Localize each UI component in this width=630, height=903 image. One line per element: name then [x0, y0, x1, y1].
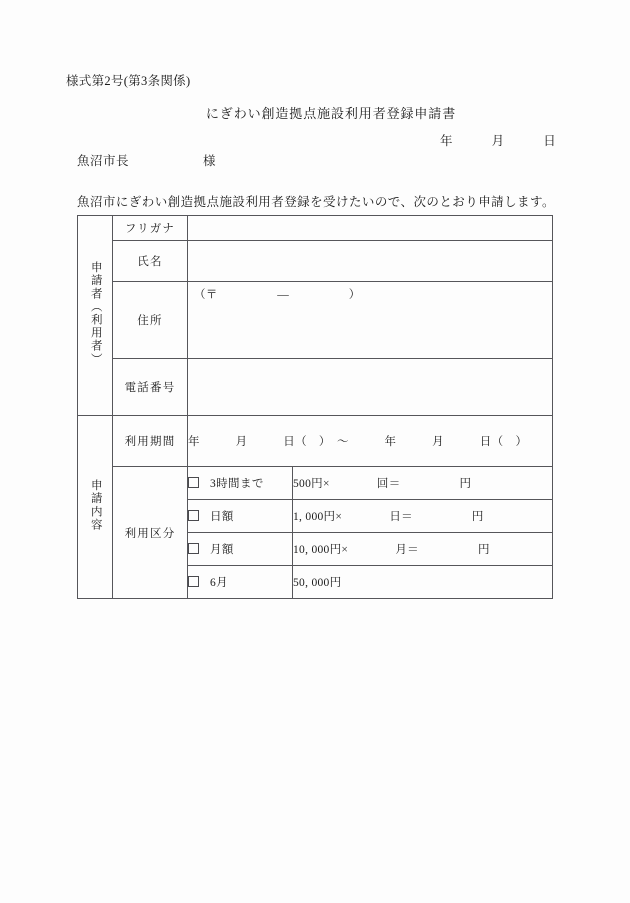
unchecked-checkbox-icon[interactable]: [188, 477, 199, 488]
usage-option-1[interactable]: [188, 500, 293, 533]
usage-fee-3[interactable]: 50, 000円: [293, 566, 553, 599]
furigana-label: フリガナ: [113, 216, 188, 241]
usage-option-label-2: 月額: [210, 544, 234, 556]
table-row-phone: [78, 359, 553, 416]
table-row-period: [78, 416, 553, 467]
intro-sentence: 魚沼市にぎわい創造拠点施設利用者登録を受けたいので、次のとおり申請します。: [77, 195, 555, 209]
document-title: にぎわい創造拠点施設利用者登録申請書: [205, 106, 457, 121]
usage-fee-1[interactable]: 1, 000円× 日＝ 円: [293, 500, 553, 533]
addressee-line: [77, 151, 216, 169]
period-input[interactable]: 年 月 日（ ） ～ 年 月 日（ ）: [188, 416, 553, 467]
applicant-section-label-text: 申請者（利用者）: [89, 261, 102, 366]
usage-option-label-0: 3時間まで: [210, 478, 264, 490]
usage-type-label: 利用区分: [113, 467, 188, 599]
table-row-usage-option: [78, 467, 553, 500]
usage-option-2[interactable]: [188, 533, 293, 566]
unchecked-checkbox-icon[interactable]: [188, 576, 199, 587]
addressee-name: 魚沼市長: [77, 154, 130, 168]
form-number: 様式第2号(第3条関係): [66, 74, 191, 88]
applicant-section-label: [78, 216, 113, 416]
usage-option-3[interactable]: [188, 566, 293, 599]
usage-option-label-3: 6月: [210, 577, 229, 589]
address-label: 住所: [113, 282, 188, 359]
usage-fee-2[interactable]: 10, 000円× 月＝ 円: [293, 533, 553, 566]
unchecked-checkbox-icon[interactable]: [188, 510, 199, 521]
address-input[interactable]: [188, 282, 553, 359]
phone-label: 電話番号: [113, 359, 188, 416]
postal-code-field[interactable]: （〒 ― ）: [194, 289, 361, 301]
content-section-label: [78, 416, 113, 599]
unchecked-checkbox-icon[interactable]: [188, 543, 199, 554]
content-section-label-text: 申請内容: [89, 478, 102, 532]
period-label: 利用期間: [113, 416, 188, 467]
usage-option-0[interactable]: [188, 467, 293, 500]
date-line: 年 月 日: [440, 134, 557, 148]
furigana-input[interactable]: [188, 216, 553, 241]
name-input[interactable]: [188, 241, 553, 282]
application-form-table: [77, 215, 553, 599]
name-label: 氏名: [113, 241, 188, 282]
addressee-honorific: 様: [203, 154, 217, 168]
table-row-furigana: [78, 216, 553, 241]
table-row-address: [78, 282, 553, 359]
phone-input[interactable]: [188, 359, 553, 416]
usage-fee-0[interactable]: 500円× 回＝ 円: [293, 467, 553, 500]
usage-option-label-1: 日額: [210, 511, 234, 523]
table-row-name: [78, 241, 553, 282]
